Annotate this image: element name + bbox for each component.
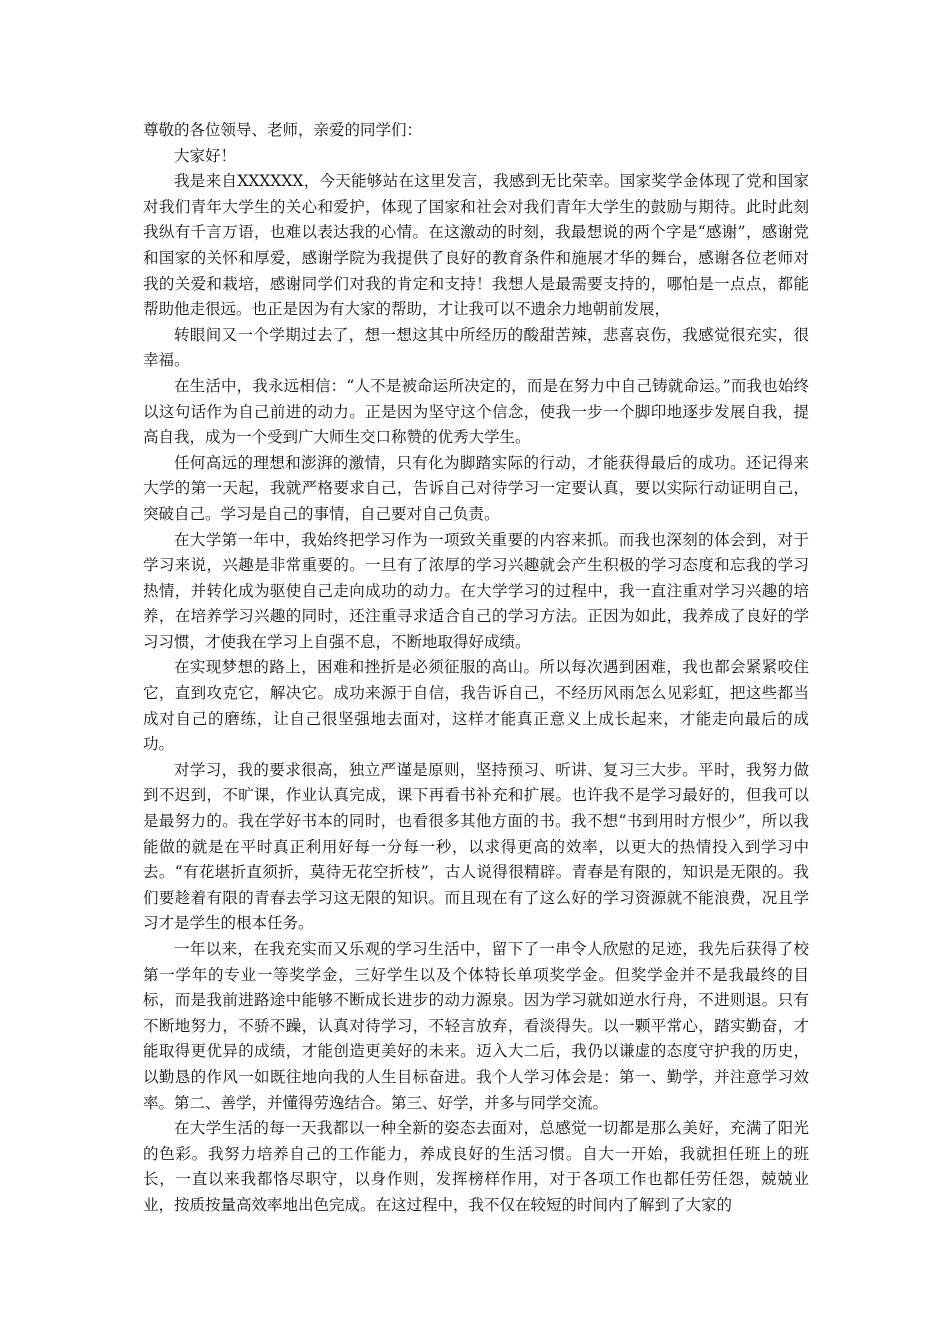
paragraph-belief: 在生活中，我永远相信：“人不是被命运所决定的，而是在努力中自己铸就命运。”而我也始终以这句话作为自己前进的动力。正是因为坚守这个信念，使我一步一个脚印地逐步发展自我，提高自我，成为一个受到广大师生交口称赞的优秀大学生。 xyxy=(143,376,809,447)
paragraph-greeting: 大家好！ xyxy=(174,146,237,165)
paragraph-achievements: 一年以来，在我充实而又乐观的学习生活中，留下了一串令人欣慰的足迹，我先后获得了校第一学年的专业一等奖学金，三好学生以及个体特长单项奖学金。但奖学金并不是我最终的目标，而是我前进路途中能够不断成长进步的动力源泉。因为学习就如逆水行舟，不进则退。只有不断地努力，不骄不躁，认真对待学习，不轻言放弃，看淡得失。以一颗平常心，踏实勤奋，才能取得更优异的成绩，才能创造更美好的未来。迈入大二后，我仍以谦虚的态度守护我的历史，以勤恳的作风一如既往地向我的人生目标奋进。我个人学习体会是：第一、勤学，并注意学习效率。第二、善学，并懂得劳逸结合。第三、好学，并多与同学交流。 xyxy=(143,940,809,1112)
paragraph-study-habits: 对学习，我的要求很高，独立严谨是原则，坚持预习、听讲、复习三大步。平时，我努力做到不迟到，不旷课，作业认真完成，课下再看书补充和扩展。也许我不是学习最好的，但我可以是最努力的。我在学好书本的同时，也看很多其他方面的书。我不想“书到用时方恨少”，所以我能做的就是在平时真正利用好每一分每一秒，以求得更高的效率，以更大的热情投入到学习中去。“有花堪折直须折，莫待无花空折枝”，古人说得很精辟。青春是有限的，知识是无限的。我们要趁着有限的青春去学习这无限的知识。而且现在有了这么好的学习资源就不能浪费，况且学习才是学生的根本任务。 xyxy=(143,760,809,933)
paragraph-interest: 在大学第一年中，我始终把学习作为一项致关重要的内容来抓。而我也深刻的体会到，对于学习来说，兴趣是非常重要的。一旦有了浓厚的学习兴趣就会产生积极的学习态度和忘我的学习热情，并转化成为驱使自己走向成功的动力。在大学学习的过程中，我一直注重对学习兴趣的培养，在培养学习兴趣的同时，还注重寻求适合自己的学习方法。正因为如此，我养成了良好的学习习惯，才使我在学习上自强不息，不断地取得好成绩。 xyxy=(143,530,809,651)
paragraph-difficulty: 在实现梦想的路上，困难和挫折是必须征服的高山。所以每次遇到困难，我也都会紧紧咬住它，直到攻克它，解决它。成功来源于自信，我告诉自己，不经历风雨怎么见彩虹，把这些都当成对自己的磨练，让自己很坚强地去面对，这样才能真正意义上成长起来，才能走向最后的成功。 xyxy=(143,658,809,754)
paragraph-action: 任何高远的理想和澎湃的激情，只有化为脚踏实际的行动，才能获得最后的成功。还记得来大学的第一天起，我就严格要求自己，告诉自己对待学习一定要认真，要以实际行动证明自己，突破自己。学习是自己的事情，自己要对自己负责。 xyxy=(143,453,809,523)
document-body xyxy=(143,118,809,1219)
paragraph-campus-life: 在大学生活的每一天我都以一种全新的姿态去面对，总感觉一切都是那么美好，充满了阳光的色彩。我努力培养自己的工作能力，养成良好的生活习惯。自大一开始，我就担任班上的班长，一直以来我都恪尽职守，以身作则，发挥榜样作用，对于各项工作也都任劳任怨，兢兢业业，按质按量高效率地出色完成。在这过程中，我不仅在较短的时间内了解到了大家的 xyxy=(143,1119,809,1214)
paragraph-introduction: 我是来自XXXXXX，今天能够站在这里发言，我感到无比荣幸。国家奖学金体现了党和国家对我们青年大学生的关心和爱护，体现了国家和社会对我们青年大学生的鼓励与期待。此时此刻我纵有千言万语，也难以表达我的心情。在这激动的时刻，我最想说的两个字是“感谢”，感谢党和国家的关怀和厚爱，感谢学院为我提供了良好的教育条件和施展才华的舞台，感谢各位老师对我的关爱和栽培，感谢同学们对我的肯定和支持！我想人是最需要支持的，哪怕是一点点，都能帮助他走很远。也正是因为有大家的帮助，才让我可以不遗余力地朝前发展， xyxy=(143,172,809,319)
paragraph-semester: 转眼间又一个学期过去了，想一想这其中所经历的酸甜苦辣，悲喜哀伤，我感觉很充实，很幸福。 xyxy=(143,325,809,370)
salutation: 尊敬的各位领导、老师，亲爱的同学们： xyxy=(143,121,423,139)
